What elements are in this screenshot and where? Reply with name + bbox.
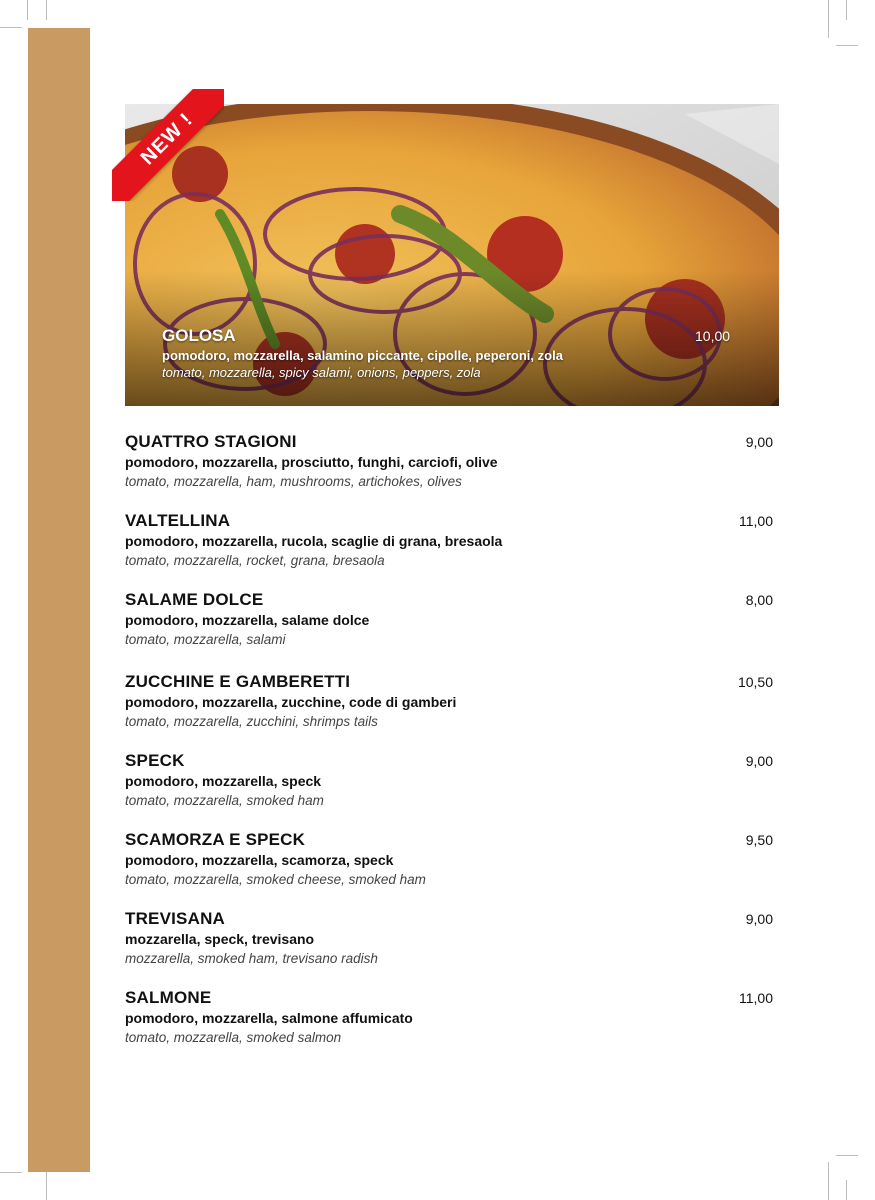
- item-price: 9,00: [745, 753, 773, 769]
- crop-mark: [27, 0, 28, 20]
- menu-item: [125, 431, 773, 510]
- menu-item: [125, 589, 773, 671]
- item-ingredients-it: pomodoro, mozzarella, speck: [125, 773, 322, 789]
- item-price: 11,00: [739, 513, 773, 529]
- crop-mark: [46, 0, 47, 20]
- item-name: QUATTRO STAGIONI: [125, 432, 297, 451]
- menu-item: [125, 510, 773, 589]
- item-ingredients-it: pomodoro, mozzarella, rucola, scaglie di grana, bresaola: [125, 533, 503, 549]
- item-price: 11,00: [739, 990, 773, 1006]
- item-name: SPECK: [125, 751, 185, 770]
- crop-mark: [836, 1155, 858, 1156]
- featured-ingredients-en: tomato, mozzarella, spicy salami, onions, peppers, zola: [162, 365, 481, 380]
- new-badge: [112, 89, 224, 201]
- item-ingredients-it: pomodoro, mozzarella, prosciutto, funghi, carciofi, olive: [125, 454, 498, 470]
- menu-list: [125, 431, 773, 1066]
- item-name: SCAMORZA E SPECK: [125, 830, 306, 849]
- item-ingredients-en: mozzarella, smoked ham, trevisano radish: [125, 951, 378, 966]
- item-name: VALTELLINA: [125, 511, 231, 530]
- item-price: 9,50: [745, 832, 773, 848]
- menu-item: [125, 829, 773, 908]
- item-ingredients-en: tomato, mozzarella, smoked cheese, smoked ham: [125, 872, 426, 887]
- menu-item: [125, 908, 773, 987]
- item-ingredients-it: mozzarella, speck, trevisano: [125, 931, 315, 947]
- item-ingredients-it: pomodoro, mozzarella, scamorza, speck: [125, 852, 394, 868]
- featured-ingredients-it: pomodoro, mozzarella, salamino piccante, cipolle, peperoni, zola: [162, 348, 563, 363]
- item-ingredients-it: pomodoro, mozzarella, salmone affumicato: [125, 1010, 413, 1026]
- accent-sidebar: [28, 28, 90, 1172]
- new-badge-label: NEW !: [112, 89, 224, 201]
- crop-mark: [0, 1172, 22, 1173]
- item-price: 8,00: [745, 592, 773, 608]
- item-ingredients-it: pomodoro, mozzarella, zucchine, code di gamberi: [125, 694, 457, 710]
- item-ingredients-it: pomodoro, mozzarella, salame dolce: [125, 612, 370, 628]
- item-price: 9,00: [745, 911, 773, 927]
- item-ingredients-en: tomato, mozzarella, salami: [125, 632, 286, 647]
- item-name: ZUCCHINE E GAMBERETTI: [125, 672, 351, 691]
- item-name: TREVISANA: [125, 909, 226, 928]
- crop-mark: [846, 0, 847, 20]
- menu-item: [125, 750, 773, 829]
- featured-name: GOLOSA: [162, 326, 236, 345]
- item-ingredients-en: tomato, mozzarella, smoked ham: [125, 793, 324, 808]
- item-ingredients-en: tomato, mozzarella, ham, mushrooms, artichokes, olives: [125, 474, 462, 489]
- item-ingredients-en: tomato, mozzarella, smoked salmon: [125, 1030, 342, 1045]
- crop-mark: [0, 27, 22, 28]
- crop-mark: [828, 0, 829, 38]
- item-name: SALMONE: [125, 988, 212, 1007]
- item-ingredients-en: tomato, mozzarella, rocket, grana, bresaola: [125, 553, 385, 568]
- crop-mark: [836, 45, 858, 46]
- menu-item: [125, 671, 773, 750]
- item-name: SALAME DOLCE: [125, 590, 264, 609]
- item-price: 9,00: [745, 434, 773, 450]
- crop-mark: [846, 1180, 847, 1200]
- item-price: 10,50: [737, 674, 773, 690]
- crop-mark: [828, 1162, 829, 1200]
- featured-price: 10,00: [695, 328, 731, 344]
- item-ingredients-en: tomato, mozzarella, zucchini, shrimps tails: [125, 714, 378, 729]
- menu-item: [125, 987, 773, 1066]
